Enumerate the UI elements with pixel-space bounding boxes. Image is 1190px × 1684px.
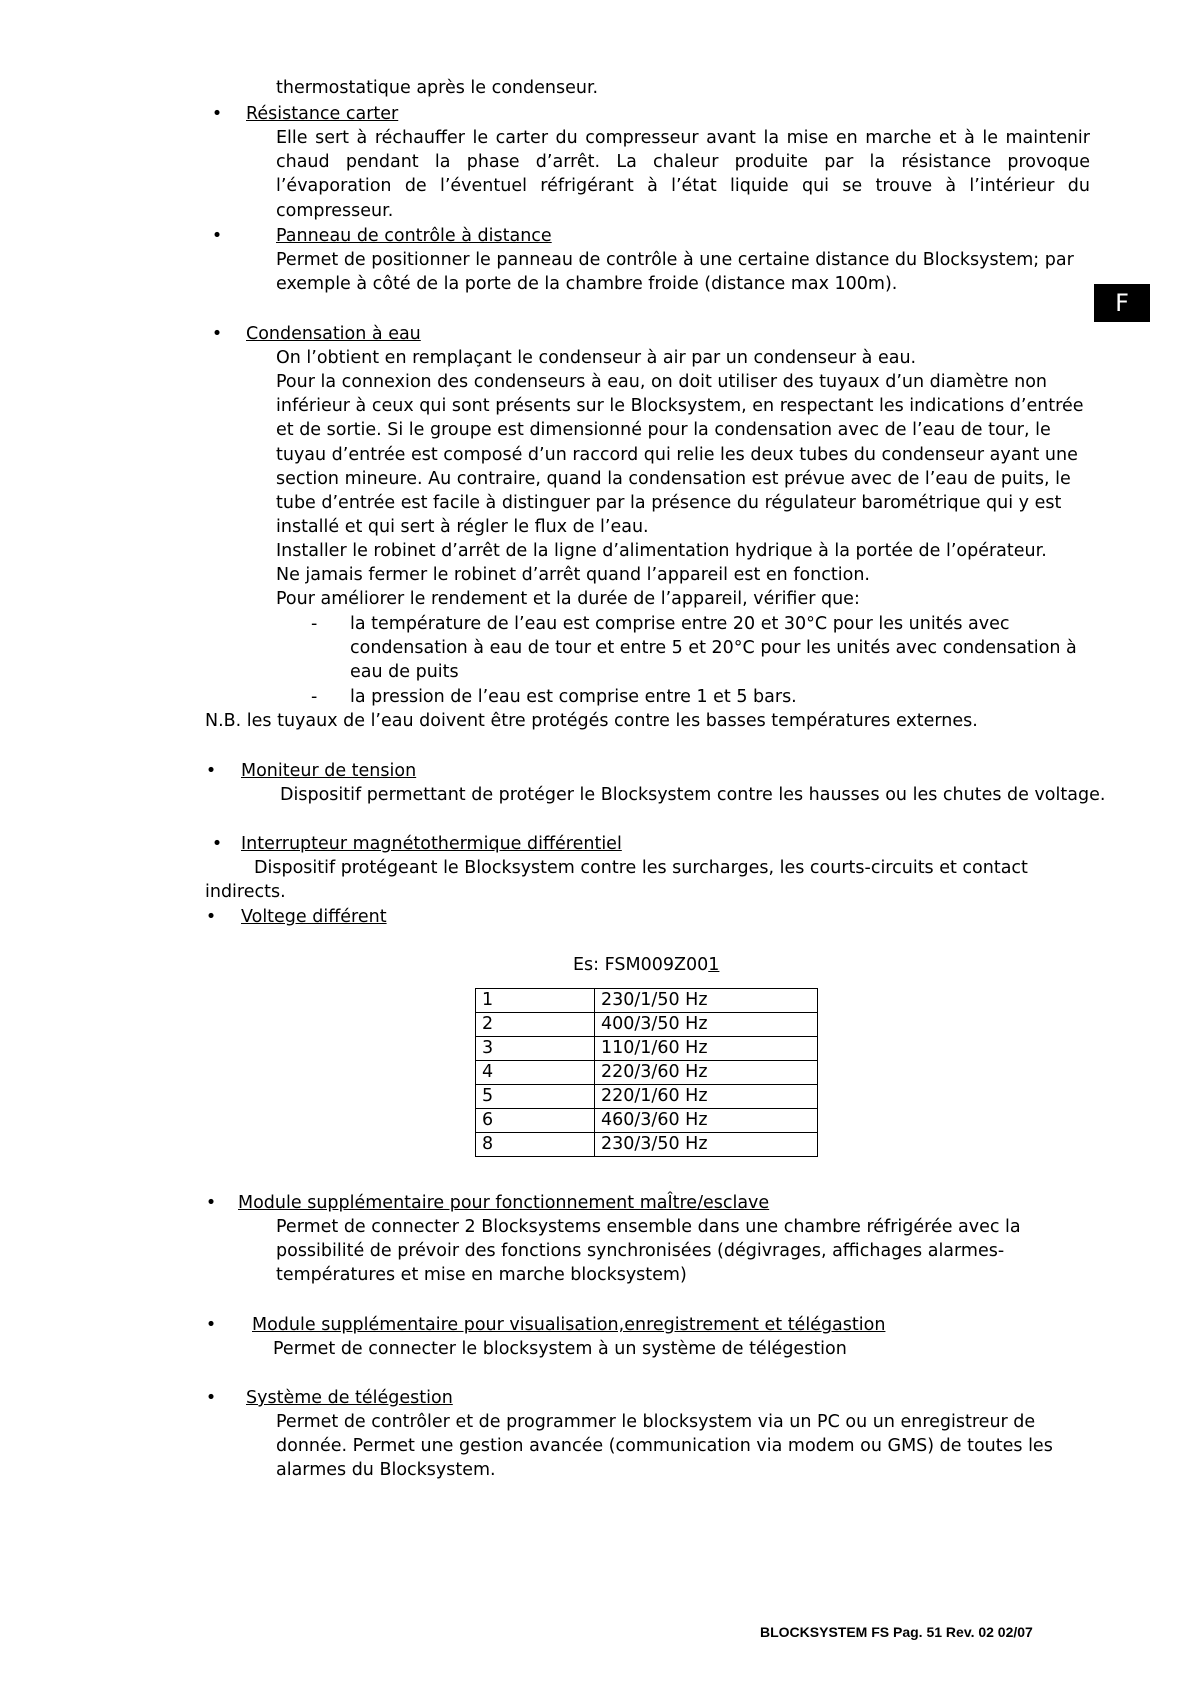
voltage-value: 460/3/60 Hz	[595, 1109, 818, 1133]
voltage-code: 1	[476, 989, 595, 1013]
resistance-body: Elle sert à réchauffer le carter du compresseur avant la mise en marche et à le maintenir chaud pendant la phase d’arrêt. La chaleur produite par la résistance provoque l’évaporation de l’éventuel réfrigérant à l’état liquide qui se trouve à l’intérieur du compresseur.	[276, 128, 1090, 221]
condensation-title: Condensation à eau	[246, 324, 421, 344]
bullet-icon: •	[205, 1388, 217, 1408]
module-visu-body: Permet de connecter le blocksystem à un système de télégestion	[273, 1339, 847, 1359]
table-row	[476, 1085, 818, 1109]
dash-marker: -	[311, 614, 318, 634]
condensation-dash2: la pression de l’eau est comprise entre 1 et 5 bars.	[350, 687, 797, 707]
systeme-line3: alarmes du Blocksystem.	[276, 1460, 496, 1480]
voltage-value: 220/3/60 Hz	[595, 1061, 818, 1085]
voltage-value: 230/3/50 Hz	[595, 1133, 818, 1157]
dash-marker: -	[311, 687, 318, 707]
bullet-icon: •	[211, 104, 223, 124]
module-maitre-title: Module supplémentaire pour fonctionnement maÎtre/esclave	[238, 1193, 770, 1213]
systeme-line2: donnée. Permet une gestion avancée (communication via modem ou GMS) de toutes les	[276, 1436, 1053, 1456]
module-maitre-line2: possibilité de prévoir des fonctions synchronisées (dégivrages, affichages alarmes-	[276, 1241, 1005, 1261]
language-tab: F	[1094, 284, 1150, 322]
condensation-p4: Ne jamais fermer le robinet d’arrêt quand l’appareil est en fonction.	[276, 565, 870, 585]
table-row	[476, 1037, 818, 1061]
voltage-code: 4	[476, 1061, 595, 1085]
table-row	[476, 989, 818, 1013]
resistance-title: Résistance carter	[246, 104, 399, 124]
moniteur-body: Dispositif permettant de protéger le Blocksystem contre les hausses ou les chutes de voltage.	[280, 785, 1106, 805]
table-row	[476, 1013, 818, 1037]
voltage-code: 3	[476, 1037, 595, 1061]
systeme-title: Système de télégestion	[246, 1388, 453, 1408]
voltage-example	[573, 953, 719, 977]
bullet-icon: •	[205, 1315, 217, 1335]
voltage-value: 220/1/60 Hz	[595, 1085, 818, 1109]
voltage-example-prefix: Es: FSM009Z00	[573, 955, 709, 975]
voltage-value: 110/1/60 Hz	[595, 1037, 818, 1061]
voltage-value: 230/1/50 Hz	[595, 989, 818, 1013]
bullet-icon: •	[205, 907, 217, 927]
voltage-code: 2	[476, 1013, 595, 1037]
table-row	[476, 1133, 818, 1157]
voltage-code: 5	[476, 1085, 595, 1109]
voltage-table	[475, 988, 818, 1157]
bullet-icon: •	[211, 324, 223, 344]
interrupteur-body-line1: Dispositif protégeant le Blocksystem contre les surcharges, les courts-circuits et contact	[254, 858, 1028, 878]
bullet-icon: •	[205, 761, 217, 781]
voltage-value: 400/3/50 Hz	[595, 1013, 818, 1037]
condensation-p5: Pour améliorer le rendement et la durée de l’appareil, vérifier que:	[276, 589, 860, 609]
module-visu-title: Module supplémentaire pour visualisation,enregistrement et télégastion	[252, 1315, 886, 1335]
moniteur-title: Moniteur de tension	[241, 761, 417, 781]
bullet-icon: •	[205, 1193, 217, 1213]
module-maitre-line1: Permet de connecter 2 Blocksystems ensemble dans une chambre réfrigérée avec la	[276, 1217, 1021, 1237]
condensation-p1: On l’obtient en remplaçant le condenseur à air par un condenseur à eau.	[276, 348, 917, 368]
voltage-example-digit: 1	[708, 955, 720, 975]
condensation-p2: Pour la connexion des condenseurs à eau, on doit utiliser des tuyaux d’un diamètre non inférieur à ceux qui sont présents sur le Blocksystem, en respectant les indications d’entrée et de sortie. Si le groupe est dimensionné pour la condensation avec de l’eau de tour, le tuyau d’entrée est composé d’un raccord qui relie les deux tubes du condenseur ayant une section mineure. Au contraire, quand la condensation est prévue avec de l’eau de puits, le tube d’entrée est facile à distinguer par la présence du régulateur barométrique qui y est installé et qui sert à régler le flux de l’eau.	[276, 372, 1084, 538]
panneau-title: Panneau de contrôle à distance	[276, 226, 552, 246]
module-maitre-line3: températures et mise en marche blocksystem)	[276, 1265, 687, 1285]
voltage-code: 8	[476, 1133, 595, 1157]
voltage-title: Voltege différent	[241, 907, 387, 927]
interrupteur-title: Interrupteur magnétothermique différentiel	[241, 834, 622, 854]
condensation-p3: Installer le robinet d’arrêt de la ligne d’alimentation hydrique à la portée de l’opérateur.	[276, 541, 1047, 561]
bullet-icon: •	[211, 834, 223, 854]
condensation-dash1: la température de l’eau est comprise entre 20 et 30°C pour les unités avec condensation à eau de tour et entre 5 et 20°C pour les unités avec condensation à eau de puits	[350, 614, 1077, 683]
table-row	[476, 1061, 818, 1085]
condensation-note: N.B. les tuyaux de l’eau doivent être protégés contre les basses températures externes.	[205, 711, 978, 731]
voltage-code: 6	[476, 1109, 595, 1133]
interrupteur-body-line2: indirects.	[205, 882, 286, 902]
page-footer: BLOCKSYSTEM FS Pag. 51 Rev. 02 02/07	[760, 1624, 1033, 1640]
panneau-body: Permet de positionner le panneau de contrôle à une certaine distance du Blocksystem; par exemple à côté de la porte de la chambre froide (distance max 100m).	[276, 250, 1074, 295]
table-row	[476, 1109, 818, 1133]
bullet-icon: •	[211, 226, 223, 246]
intro-line: thermostatique après le condenseur.	[276, 78, 599, 98]
systeme-line1: Permet de contrôler et de programmer le blocksystem via un PC ou un enregistreur de	[276, 1412, 1036, 1432]
